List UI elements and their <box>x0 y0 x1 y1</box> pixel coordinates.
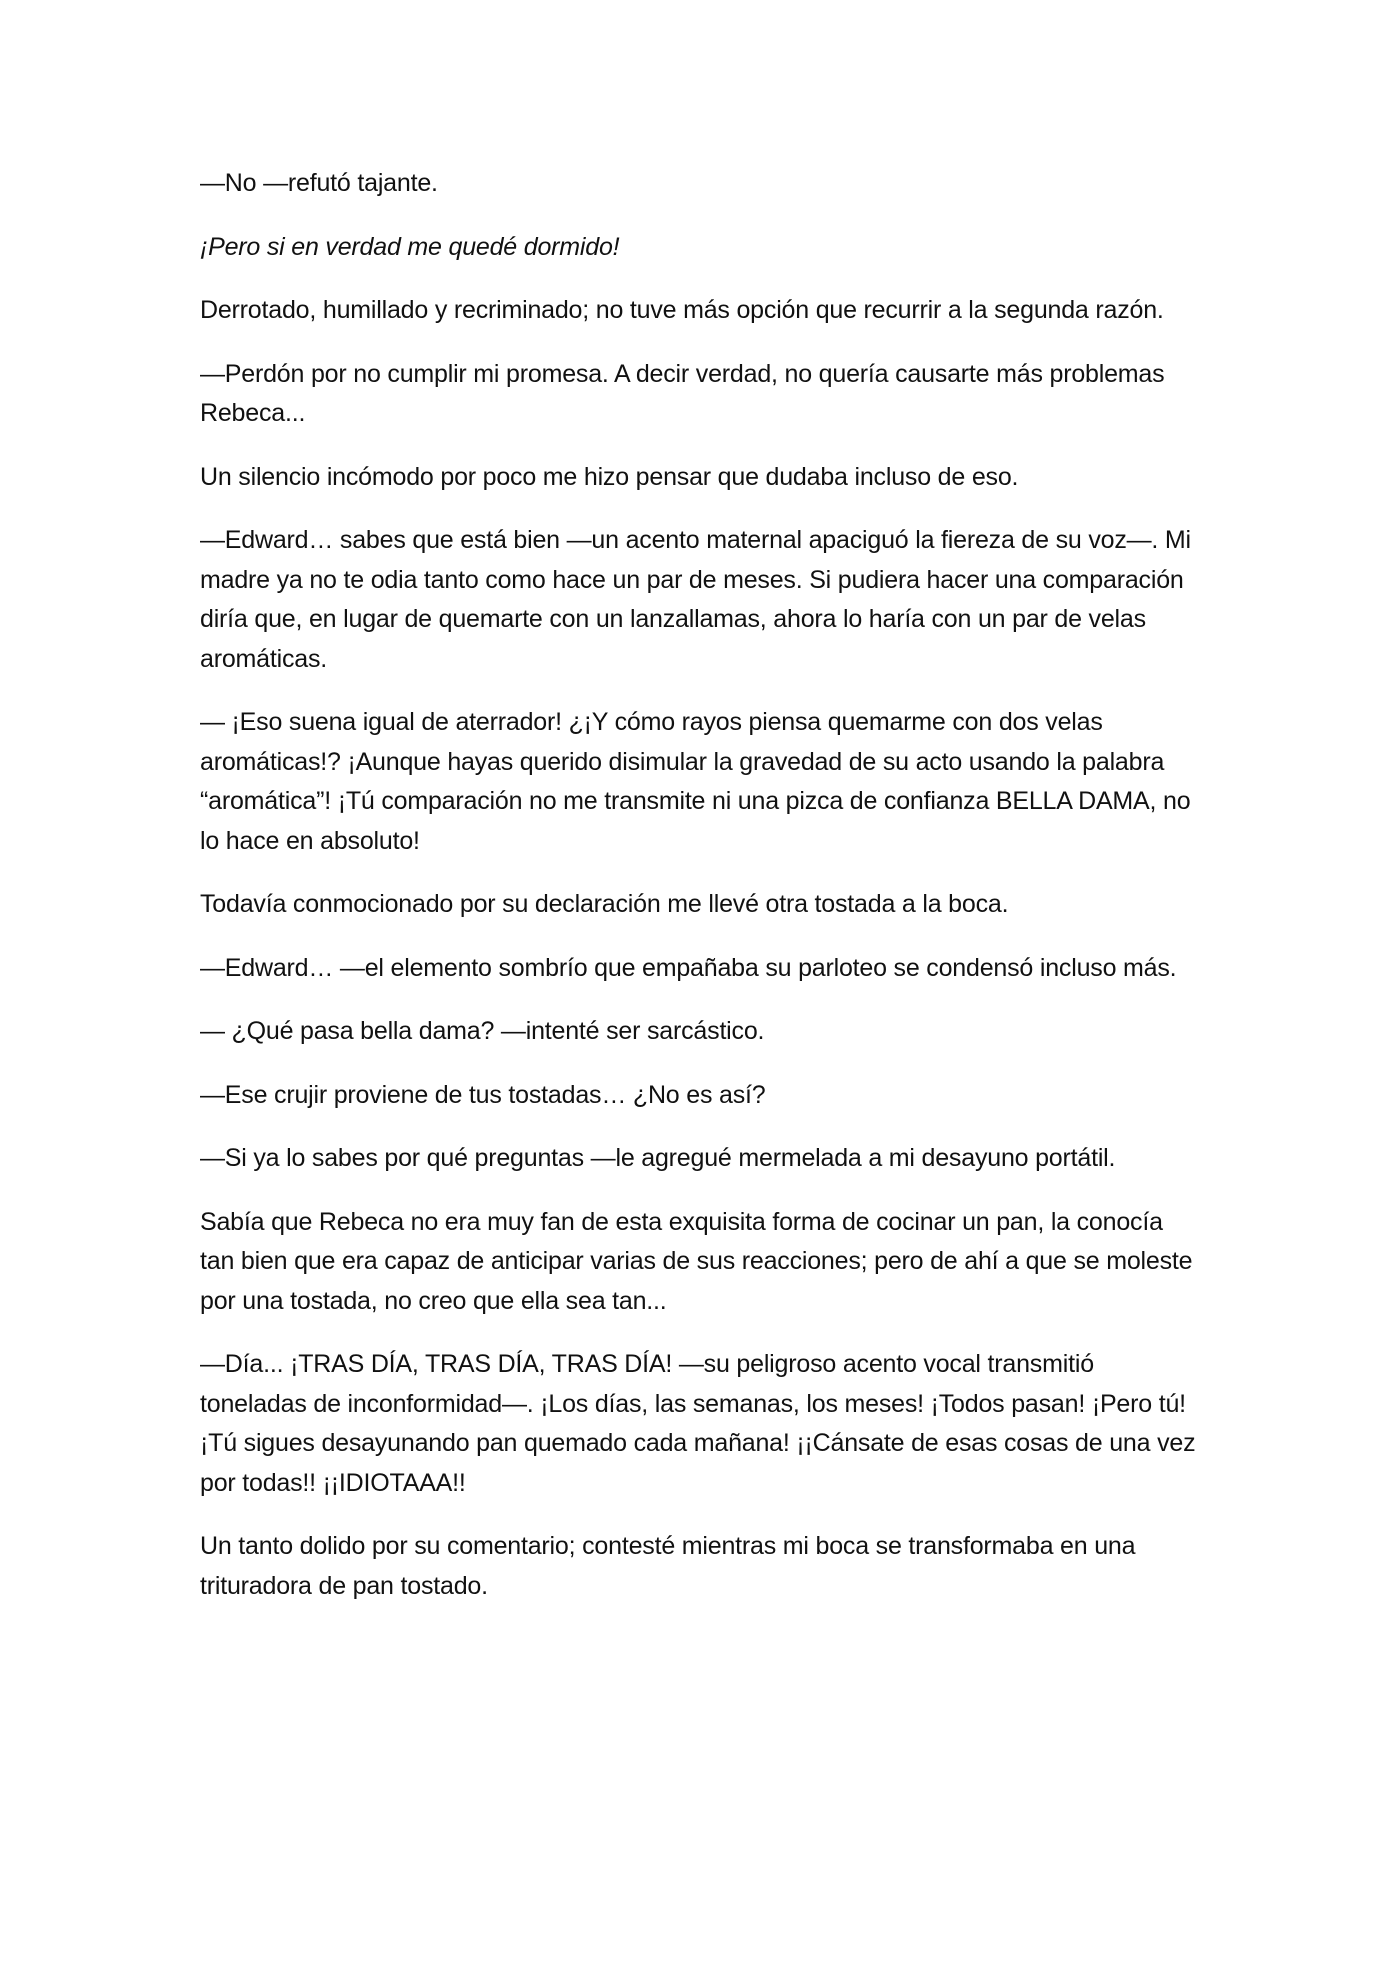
paragraph-9: —Edward… —el elemento sombrío que empañaba su parloteo se condensó incluso más. <box>200 953 1177 982</box>
paragraph-15: Un tanto dolido por su comentario; contesté mientras mi boca se transformaba en una trituradora de pan tostado. <box>200 1532 1136 1600</box>
paragraph-3: Derrotado, humillado y recriminado; no tuve más opción que recurrir a la segunda razón. <box>200 296 1164 324</box>
paragraph-2: ¡Pero si en verdad me quedé dormido! <box>200 232 620 261</box>
paragraph-8: Todavía conmocionado por su declaración me llevé otra tostada a la boca. <box>200 890 1009 918</box>
paragraph-10: — ¿Qué pasa bella dama? —intenté ser sarcástico. <box>200 1017 765 1045</box>
paragraph-7: — ¡Eso suena igual de aterrador! ¿¡Y cómo rayos piensa quemarme con dos velas aromáticas!? ¡Aunque hayas querido disimular la gravedad de su acto usando la palabra “aromática”! ¡Tú comparación no me transmite ni una pizca de confianza BELLA DAMA, no lo hace en absoluto! <box>200 708 1191 855</box>
paragraph-1: —No —refutó tajante. <box>200 169 438 197</box>
paragraph-5: Un silencio incómodo por poco me hizo pensar que dudaba incluso de eso. <box>200 462 1019 491</box>
paragraph-13: Sabía que Rebeca no era muy fan de esta exquisita forma de cocinar un pan, la conocía tan bien que era capaz de anticipar varias de sus reacciones; pero de ahí a que se moleste por una tostada, no creo que ella sea tan... <box>200 1207 1193 1315</box>
paragraph-4: —Perdón por no cumplir mi promesa. A decir verdad, no quería causarte más problemas Rebeca... <box>200 359 1165 427</box>
paragraph-11: —Ese crujir proviene de tus tostadas… ¿No es así? <box>200 1080 766 1109</box>
paragraph-14: —Día... ¡TRAS DÍA, TRAS DÍA, TRAS DÍA! —su peligroso acento vocal transmitió toneladas de inconformidad—. ¡Los días, las semanas, los meses! ¡Todos pasan! ¡Pero tú! ¡Tú sigues desayunando pan quemado cada mañana! ¡¡Cánsate de esas cosas de una vez por todas!! ¡¡IDIOTAAA!! <box>200 1350 1196 1497</box>
document-body <box>200 164 1200 1606</box>
paragraph-12: —Si ya lo sabes por qué preguntas —le agregué mermelada a mi desayuno portátil. <box>200 1144 1116 1172</box>
paragraph-6: —Edward… sabes que está bien —un acento maternal apaciguó la fiereza de su voz—. Mi madre ya no te odia tanto como hace un par de meses. Si pudiera hacer una comparación diría que, en lugar de quemarte con un lanzallamas, ahora lo haría con un par de velas aromáticas. <box>200 526 1191 673</box>
